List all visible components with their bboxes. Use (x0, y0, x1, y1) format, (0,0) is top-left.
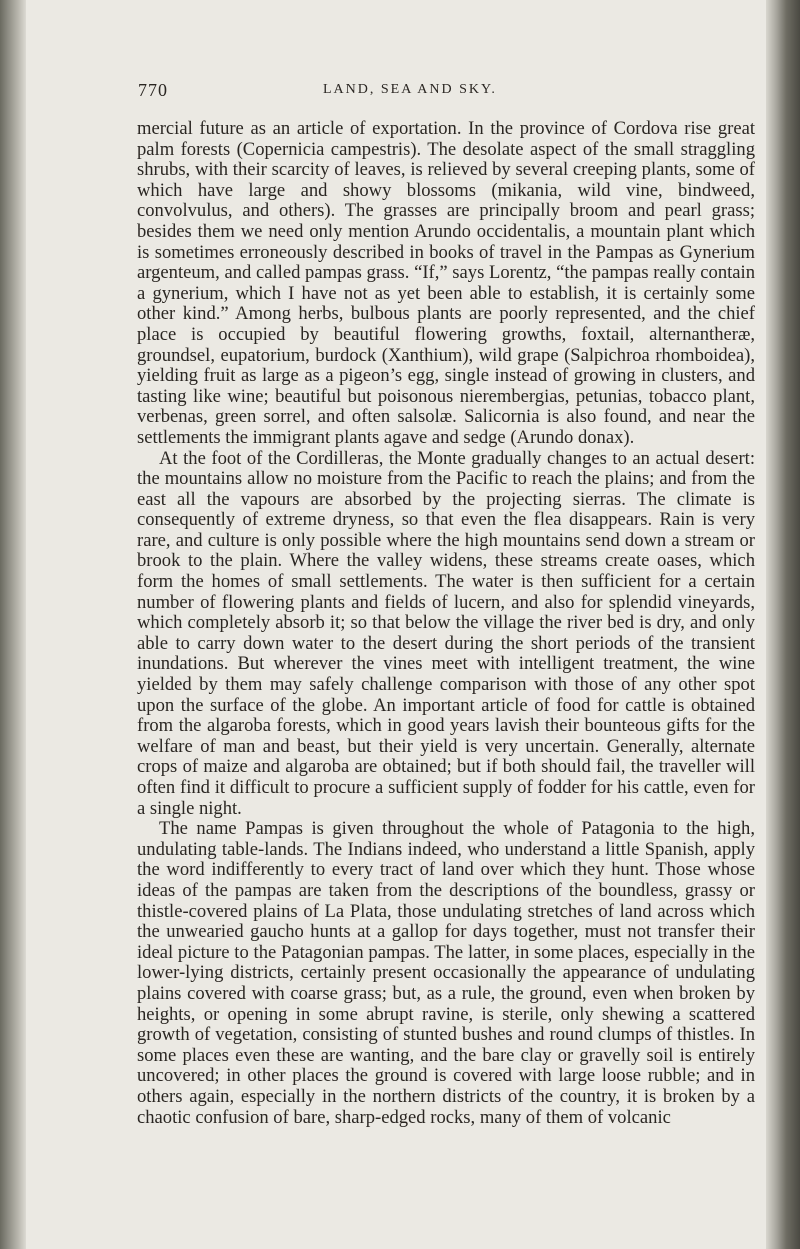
page-edge (766, 0, 800, 1249)
page-number: 770 (138, 80, 168, 100)
body-text (137, 119, 755, 1128)
paragraph: At the foot of the Cordilleras, the Monte gradually changes to an actual desert: the mountains allow no moisture from the Pacific to reach the plains; and from the east all the vapours are absorbed by the projecting sierras. The climate is consequently of extreme dryness, so that even the flea disappears. Rain is very rare, and culture is only possible where the high mountains send down a stream or brook to the plain. Where the valley widens, these streams create oases, which form the homes of small settlements. The water is then sufficient for a certain number of flowering plants and fields of lucern, and also for splendid vineyards, which completely absorb it; so that below the village the river bed is dry, and only able to carry down water to the desert during the short periods of the transient inundations. But wherever the vines meet with intelligent treatment, the wine yielded by them may safely challenge comparison with those of any other spot upon the surface of the globe. An important article of food for cattle is obtained from the algaroba forests, which in good years lavish their bounteous gifts for the welfare of man and beast, but their yield is very uncertain. Generally, alternate crops of maize and algaroba are obtained; but if both should fail, the traveller will often find it difficult to procure a sufficient supply of fodder for his cattle, even for a single night. (137, 447, 755, 819)
page-header (138, 80, 738, 104)
paragraph: The name Pampas is given throughout the whole of Patagonia to the high, undulating table-lands. The Indians indeed, who understand a little Spanish, apply the word indifferently to every tract of land over which they hunt. Those whose ideas of the pampas are taken from the descriptions of the boundless, grassy or thistle-covered plains of La Plata, those undulating stretches of land across which the unwearied gaucho hunts at a gallop for days together, must not transfer their ideal picture to the Patagonian pampas. The latter, in some places, especially in the lower-lying districts, certainly present occasionally the appearance of undulating plains covered with coarse grass; but, as a rule, the ground, even when broken by heights, or opening in some abrupt ravine, is sterile, only shewing a scattered growth of vegetation, consisting of stunted bushes and round clumps of thistles. In some places even these are wanting, and the bare clay or gravelly soil is entirely uncovered; in other places the ground is covered with large loose rubble; and in others again, especially in the northern districts of the country, it is broken by a chaotic confusion of bare, sharp-edged rocks, many of them of volcanic (137, 818, 755, 1128)
book-page (26, 0, 766, 1249)
running-head: LAND, SEA AND SKY. (323, 82, 497, 97)
binding-shadow (0, 0, 26, 1249)
paragraph: mercial future as an article of exportation. In the province of Cordova rise great palm forests (Copernicia campestris). The desolate aspect of the small straggling shrubs, with their scarcity of leaves, is relieved by several creeping plants, some of which have large and showy blossoms (mikania, wild vine, bindweed, convolvulus, and others). The grasses are principally broom and pearl grass; besides them we need only mention Arundo occidentalis, a mountain plant which is sometimes erroneously described in books of travel in the Pampas as Gynerium argenteum, and called pampas grass. “If,” says Lorentz, “the pampas really contain a gynerium, which I have not as yet been able to establish, it is certainly some other kind.” Among herbs, bulbous plants are poorly represented, and the chief place is occupied by beautiful flowering growths, foxtail, alternantheræ, groundsel, eupatorium, burdock (Xanthium), wild grape (Salpichroa rhomboidea), yielding fruit as large as a pigeon’s egg, single instead of growing in clusters, and tasting like wine; beautiful but poisonous nierembergias, petunias, tobacco plant, verbenas, green sorrel, and often salsolæ. Salicornia is also found, and near the settlements the immigrant plants agave and sedge (Arundo donax). (137, 118, 755, 448)
